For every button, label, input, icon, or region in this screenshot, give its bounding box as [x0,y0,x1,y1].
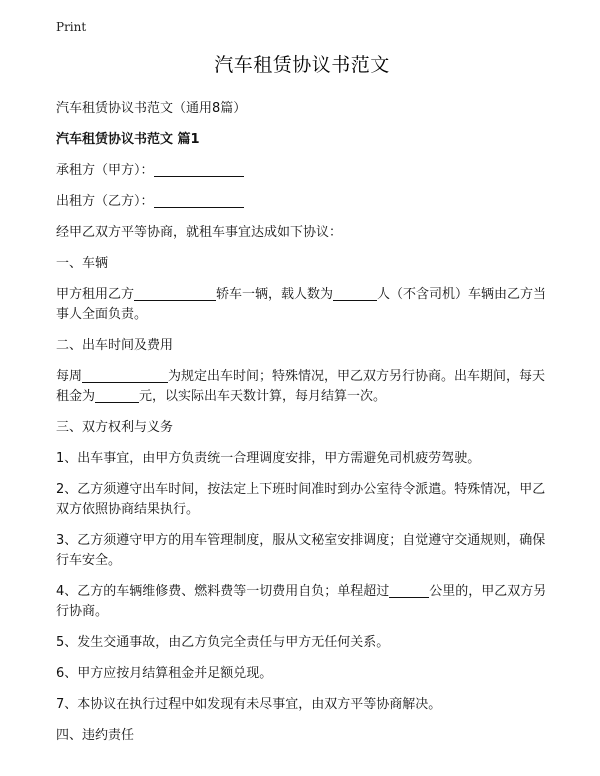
lessor-line [56,192,548,212]
distance-blank [389,583,429,598]
lessee-blank [154,162,244,177]
lessor-label: 出租方（乙方）： [56,194,154,209]
duty-item-5: 5、发生交通事故，由乙方负完全责任与甲方无任何关系。 [56,635,390,650]
time-text-b: 为规定出车时间；特殊情况，甲乙双方另行协商。出车期间，每天租金为 [56,369,546,404]
daily-rent-blank [95,388,139,403]
lessor-blank [154,193,244,208]
vehicle-text-b: 轿车一辆，载人数为 [216,287,334,302]
vehicle-paragraph [56,285,548,325]
document-page [56,50,548,757]
duty-item-6: 6、甲方应按月结算租金并足额兑现。 [56,666,273,681]
duty-item-7: 7、本协议在执行过程中如发现有未尽事宜，由双方平等协商解决。 [56,697,442,712]
time-text-c: 元，以实际出车天数计算，每月结算一次。 [139,389,387,404]
vehicle-text-c: 人（不含司机）车辆由乙方当事人全面负责。 [56,287,547,322]
subtitle: 汽车租赁协议书范文（通用8篇） [56,101,247,116]
heading-time-fees: 二、出车时间及费用 [56,338,174,353]
passenger-count-blank [333,286,377,301]
page-title: 汽车租赁协议书范文 [214,54,390,76]
section-heading: 汽车租赁协议书范文 篇1 [56,132,200,147]
duty-item-2: 2、乙方须遵守出车时间，按法定上下班时间准时到办公室待令派遣。特殊情况，甲乙双方依照协商结果执行。 [56,482,546,517]
item4-text-b: 公里的，甲乙双方另行协商。 [56,584,547,619]
heading-liability: 四、违约责任 [56,728,135,743]
schedule-blank [82,368,168,383]
lessee-label: 承租方（甲方）： [56,163,154,178]
item4-text-a: 4、乙方的车辆维修费、燃料费等一切费用自负；单程超过 [56,584,390,599]
duty-item-1: 1、出车事宜，由甲方负责统一合理调度安排，甲方需避免司机疲劳驾驶。 [56,451,481,466]
heading-vehicle: 一、车辆 [56,256,109,271]
duty-item-3: 3、乙方须遵守甲方的用车管理制度，服从文秘室安排调度；自觉遵守交通规则，确保行车安全。 [56,533,546,568]
duty-item-4 [56,582,548,622]
print-label[interactable]: Print [56,20,87,34]
time-fees-paragraph [56,367,548,407]
car-model-blank [134,286,216,301]
heading-rights-duties: 三、双方权利与义务 [56,420,174,435]
lessee-line [56,161,548,181]
intro-paragraph: 经甲乙双方平等协商，就租车事宜达成如下协议： [56,225,343,240]
vehicle-text-a: 甲方租用乙方 [56,287,135,302]
time-text-a: 每周 [56,369,83,384]
